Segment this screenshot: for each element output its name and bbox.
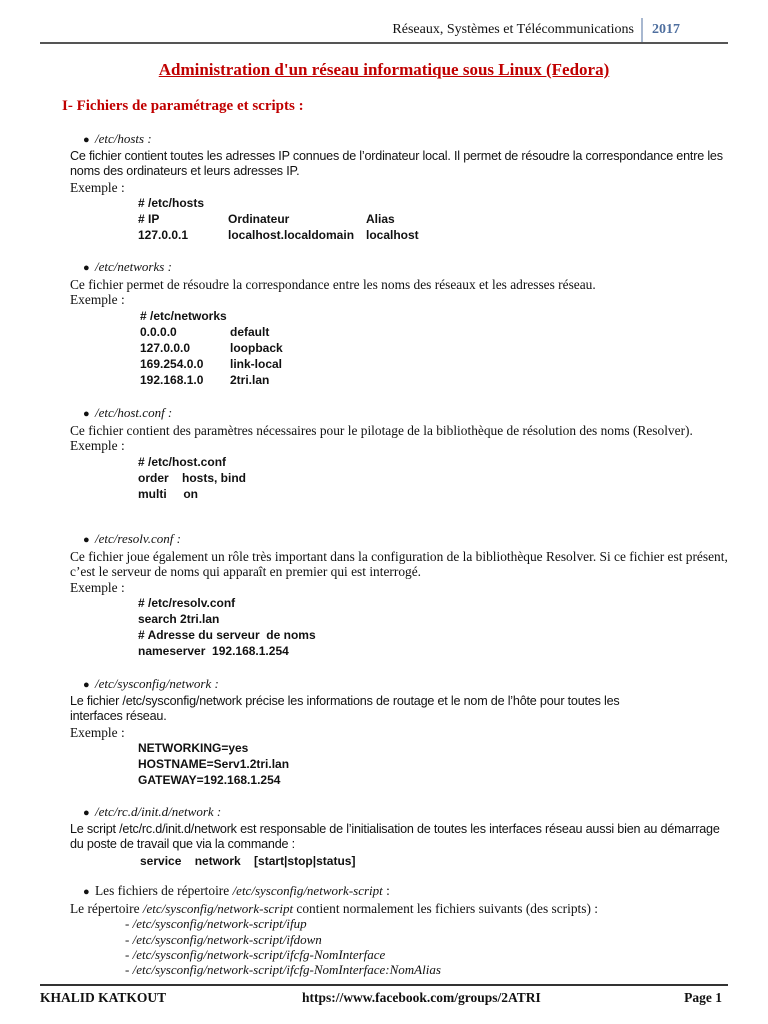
header-title: Réseaux, Systèmes et Télécommunications: [392, 22, 634, 37]
networks-block: [70, 259, 733, 388]
hostconf-code: [138, 454, 733, 502]
networks-code: [140, 308, 733, 388]
list-item: - /etc/sysconfig/network-script/ifdown: [125, 931, 322, 947]
scripts-list: [125, 916, 733, 978]
footer-url[interactable]: https://www.facebook.com/groups/2ATRI: [302, 990, 541, 1005]
hostconf-block: [70, 405, 733, 502]
networks-path: /etc/networks :: [95, 259, 172, 274]
sysconfig-code-line: GATEWAY=192.168.1.254: [138, 773, 281, 788]
hosts-bullet: [83, 131, 733, 149]
list-item: - /etc/sysconfig/network-script/ifup: [125, 916, 307, 932]
header-year: 2017: [652, 22, 680, 37]
hostconf-code-line: multi on: [138, 486, 198, 501]
resolv-code-line: search 2tri.lan: [138, 612, 220, 627]
document-title: Administration d'un réseau informatique sous Linux (Fedora): [158, 60, 610, 79]
bullet-icon: ●: [83, 262, 90, 274]
networks-code-title: # /etc/networks: [140, 308, 227, 323]
hosts-cell: localhost: [366, 228, 419, 243]
bullet-icon: ●: [83, 408, 90, 420]
scripts-bullet-text: [95, 883, 390, 899]
scripts-block: [70, 883, 733, 978]
networks-cell: 192.168.1.0: [140, 372, 204, 387]
networks-cell: 2tri.lan: [230, 372, 270, 387]
bullet-icon: ●: [83, 886, 90, 898]
scripts-bullet: [83, 883, 733, 901]
sysconfig-description: Le fichier /etc/sysconfig/network précise les informations de routage et le nom de l’hôte pour toutes les interfaces réseau.: [70, 693, 620, 724]
sysconfig-example-label: Exemple :: [70, 724, 125, 740]
resolv-description: Ce fichier joue également un rôle très important dans la configuration de la bibliothèque Resolver. Si ce fichier est présent, c’est le serveur de noms qui apparaît en premier qui est interrogé.: [70, 548, 728, 580]
networks-example-label: Exemple :: [70, 292, 125, 308]
networks-description: Ce fichier permet de résoudre la correspondance entre les noms des réseaux et les adresses réseau.: [70, 276, 596, 292]
networks-row: [140, 324, 733, 340]
resolv-example-label: Exemple :: [70, 579, 125, 595]
bullet-icon: ●: [83, 534, 90, 546]
initd-bullet: [83, 804, 733, 822]
hosts-code-title: # /etc/hosts: [138, 196, 205, 211]
bullet-icon: ●: [83, 679, 90, 691]
footer-page-number: Page 1: [684, 990, 722, 1005]
hosts-row: [138, 211, 733, 227]
hosts-example-label: Exemple :: [70, 179, 125, 195]
hostconf-example-label: Exemple :: [70, 438, 125, 454]
sysconfig-code-line: NETWORKING=yes: [138, 741, 249, 756]
bullet-icon: ●: [83, 807, 90, 819]
header-separator: [641, 18, 643, 44]
bullet-icon: ●: [83, 134, 90, 146]
initd-block: [70, 804, 733, 869]
resolv-code: [138, 595, 733, 659]
networks-cell: 0.0.0.0: [140, 324, 177, 339]
sysconfig-code-line: HOSTNAME=Serv1.2tri.lan: [138, 757, 290, 772]
scripts-bullet-path: /etc/sysconfig/network-script: [232, 883, 383, 898]
hosts-cell: # IP: [138, 212, 160, 227]
hosts-description: Ce fichier contient toutes les adresses IP connues de l’ordinateur local. Il permet de résoudre la correspondance entre les noms des ordinateurs et leurs adresses IP.: [70, 148, 723, 179]
hosts-code: [138, 195, 733, 243]
sysconfig-block: [70, 676, 733, 788]
networks-cell: loopback: [230, 340, 283, 355]
sysconfig-bullet: [83, 676, 733, 694]
list-item: - /etc/sysconfig/network-script/ifcfg-NomInterface: [125, 947, 386, 962]
hostconf-code-line: order hosts, bind: [138, 470, 247, 485]
resolv-block: [70, 531, 733, 659]
networks-cell: default: [230, 324, 270, 339]
hostconf-code-line: # /etc/host.conf: [138, 454, 227, 469]
networks-cell: 169.254.0.0: [140, 356, 204, 371]
hostconf-description: Ce fichier contient des paramètres nécessaires pour le pilotage de la bibliothèque de résolution des noms (Resolver).: [70, 422, 693, 438]
sysconfig-code: [138, 740, 733, 788]
resolv-code-line: nameserver 192.168.1.254: [138, 644, 289, 659]
header-rule: [40, 42, 728, 44]
hosts-cell: Alias: [366, 212, 395, 227]
initd-path: /etc/rc.d/init.d/network :: [95, 804, 222, 819]
networks-cell: link-local: [230, 356, 283, 371]
hosts-cell: localhost.localdomain: [228, 228, 355, 243]
scripts-desc-path: /etc/sysconfig/network-script: [142, 900, 294, 916]
resolv-code-line: # Adresse du serveur de noms: [138, 628, 316, 643]
hosts-cell: Ordinateur: [228, 212, 290, 227]
networks-row: [140, 372, 733, 388]
hostconf-bullet: [83, 405, 733, 423]
sysconfig-path: /etc/sysconfig/network :: [95, 676, 219, 691]
initd-command: service network [start|stop|status]: [140, 853, 356, 868]
hostconf-path: /etc/host.conf :: [95, 405, 173, 420]
scripts-bullet-suffix: :: [382, 883, 390, 898]
resolv-code-line: # /etc/resolv.conf: [138, 596, 236, 611]
networks-row: [140, 356, 733, 372]
scripts-desc-prefix: Le répertoire: [70, 900, 143, 916]
scripts-bullet-prefix: Les fichiers de répertoire: [95, 883, 233, 898]
hosts-block: [70, 131, 733, 243]
initd-description: Le script /etc/rc.d/init.d/network est responsable de l’initialisation de toutes les interfaces réseau aussi bien au démarrage du poste de travail que via la commande :: [70, 821, 720, 852]
resolv-bullet: [83, 531, 733, 549]
resolv-path: /etc/resolv.conf :: [95, 531, 181, 546]
section-title: I- Fichiers de paramétrage et scripts :: [62, 98, 304, 114]
scripts-description: [70, 901, 733, 917]
footer-rule: [40, 984, 728, 986]
networks-row: [140, 340, 733, 356]
footer-author: KHALID KATKOUT: [40, 990, 167, 1005]
page-header: [0, 16, 768, 44]
scripts-desc-suffix: contient normalement les fichiers suivants (des scripts) :: [293, 900, 598, 916]
hosts-row: [138, 227, 733, 243]
hosts-path: /etc/hosts :: [95, 131, 152, 146]
networks-bullet: [83, 259, 733, 277]
networks-cell: 127.0.0.0: [140, 340, 191, 355]
hosts-cell: 127.0.0.1: [138, 228, 189, 243]
list-item: - /etc/sysconfig/network-script/ifcfg-NomInterface:NomAlias: [125, 962, 441, 978]
